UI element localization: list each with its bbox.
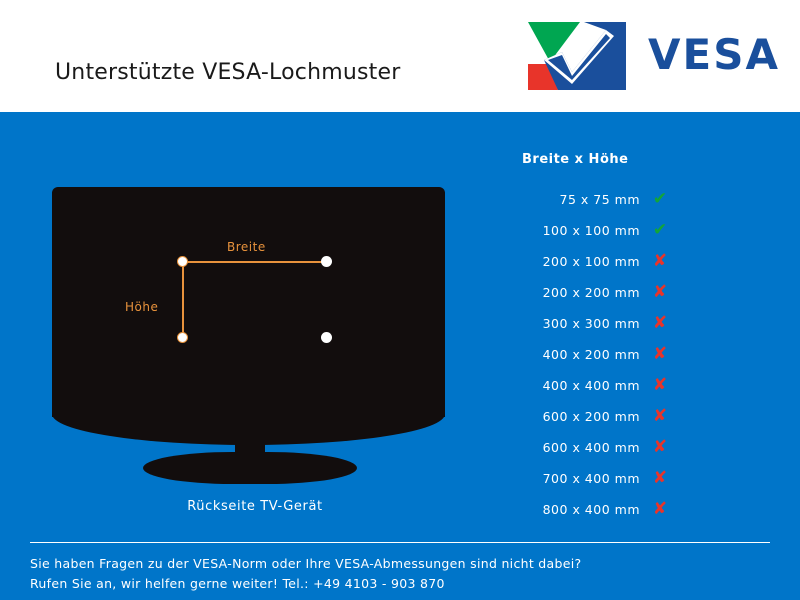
cross-icon: ✘ [652, 499, 668, 519]
vesa-logo-checkmark-icon [528, 22, 626, 90]
cross-icon: ✘ [652, 282, 668, 302]
vesa-logo [528, 22, 778, 90]
pattern-size-label: 100 x 100 mm [542, 223, 640, 238]
tv-stand-base [143, 452, 357, 484]
cross-icon: ✘ [652, 344, 668, 364]
tv-diagram-caption: Rückseite TV-Gerät [187, 499, 323, 514]
cross-icon: ✘ [652, 251, 668, 271]
pattern-size-label: 300 x 300 mm [542, 316, 640, 331]
pattern-size-label: 200 x 100 mm [542, 254, 640, 269]
page-header [0, 0, 800, 112]
cross-icon: ✘ [652, 437, 668, 457]
pattern-size-label: 700 x 400 mm [542, 471, 640, 486]
table-row [500, 215, 730, 246]
width-dimension-label: Breite [227, 240, 266, 254]
pattern-size-label: 75 x 75 mm [559, 192, 640, 207]
footer-divider [30, 542, 770, 543]
check-icon: ✔ [652, 220, 668, 240]
check-icon: ✔ [652, 189, 668, 209]
tv-diagram [40, 187, 470, 514]
table-row [500, 308, 730, 339]
cross-icon: ✘ [652, 468, 668, 488]
footer-line-2: Rufen Sie an, wir helfen gerne weiter! Tel.: +49 4103 - 903 870 [30, 576, 445, 591]
pattern-size-label: 200 x 200 mm [542, 285, 640, 300]
content-area [0, 112, 800, 600]
height-dimension-label: Höhe [125, 300, 159, 314]
pattern-size-label: 400 x 400 mm [542, 378, 640, 393]
page-title: Unterstützte VESA-Lochmuster [55, 60, 401, 85]
pattern-size-label: 800 x 400 mm [542, 502, 640, 517]
table-row [500, 432, 730, 463]
table-row [500, 184, 730, 215]
height-dimension-line [182, 261, 184, 337]
cross-icon: ✘ [652, 406, 668, 426]
footer-line-1: Sie haben Fragen zu der VESA-Norm oder Ihre VESA-Abmessungen sind nicht dabei? [30, 556, 582, 571]
width-dimension-line [182, 261, 327, 263]
table-row [500, 339, 730, 370]
table-row [500, 494, 730, 525]
table-row [500, 463, 730, 494]
cross-icon: ✘ [652, 313, 668, 333]
table-row [500, 401, 730, 432]
vesa-logo-text: VESA [648, 30, 780, 79]
footer-text [30, 554, 770, 594]
pattern-size-label: 600 x 200 mm [542, 409, 640, 424]
table-row [500, 246, 730, 277]
table-header: Breite x Höhe [522, 152, 629, 167]
table-row [500, 277, 730, 308]
table-row [500, 370, 730, 401]
pattern-size-label: 400 x 200 mm [542, 347, 640, 362]
vesa-pattern-table [500, 152, 730, 525]
mount-hole-top-right [321, 256, 332, 267]
pattern-size-label: 600 x 400 mm [542, 440, 640, 455]
mount-hole-top-left [177, 256, 188, 267]
mount-hole-bottom-left [177, 332, 188, 343]
cross-icon: ✘ [652, 375, 668, 395]
mount-hole-bottom-right [321, 332, 332, 343]
tv-screen-shape [52, 187, 445, 417]
